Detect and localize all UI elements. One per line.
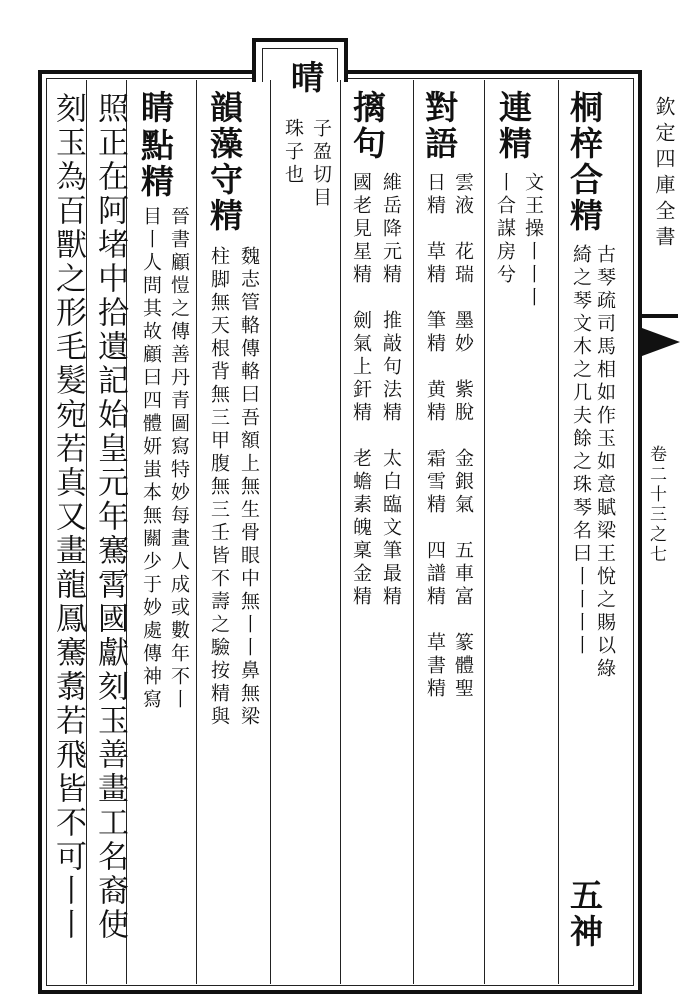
phrase-list: 日精 草精 筆精 黄精 霜雪精 四譜精 草書精 bbox=[424, 172, 446, 701]
column-rule bbox=[270, 80, 271, 984]
entry-note: 柱脚無天根背無三甲腹無三壬皆不壽之驗按精與 bbox=[208, 246, 230, 729]
section-heading: 對語 bbox=[420, 90, 459, 162]
column-rule bbox=[558, 80, 559, 984]
book-title: 欽定四庫全書 bbox=[652, 96, 676, 252]
column-rule bbox=[413, 80, 414, 984]
column-rule bbox=[484, 80, 485, 984]
entry-lead: 睛 bbox=[136, 90, 175, 126]
body-text: 照正在阿堵中拾遺記始皇元年騫霄國獻刻玉善畫工名裔使 bbox=[92, 92, 128, 942]
phrase-list: 維岳降元精 推敲句法精 太白臨文筆最精 bbox=[380, 172, 402, 609]
entry-heading: 連精 bbox=[494, 90, 533, 162]
entry-note: 目丨人問其故顧曰四體妍蚩本無關少于妙處傳神寫 bbox=[140, 206, 162, 712]
entry-note: 古琴疏司馬相如作玉如意賦梁王悅之賜以綠 bbox=[594, 244, 616, 681]
phrase-list: 雲液 花瑞 墨妙 紫脫 金銀氣 五車富 篆體聖 bbox=[452, 172, 474, 701]
pronunciation-note: 珠子也 bbox=[282, 118, 304, 187]
entry-heading: 韻藻守精 bbox=[205, 90, 244, 234]
entry-note: 魏志管輅傳輅曰吾額上無生骨眼中無丨丨鼻無梁 bbox=[238, 246, 260, 729]
entry-note: 綺之琴文木之几夫餘之珠琴名曰丨丨丨丨 bbox=[570, 244, 592, 658]
entry-heading: 桐梓合精 bbox=[565, 90, 604, 234]
volume-number: 卷二十三之七 bbox=[646, 445, 666, 565]
body-text: 刻玉為百獸之形毛髮宛若真又畫龍鳳騫翥若飛皆不可丨丨 bbox=[50, 92, 86, 942]
entry-tail: 五神 bbox=[565, 878, 604, 950]
entry-note: 晉書顧愷之傳善丹青圖寫特妙每畫人成或數年不丨 bbox=[168, 206, 190, 712]
phrase-list: 國老見星精 劍氣上釬精 老蟾素魄稟金精 bbox=[350, 172, 372, 609]
column-rule bbox=[86, 80, 87, 984]
pronunciation-note: 子盈切目 bbox=[310, 118, 332, 210]
entry-note: 文王操丨丨丨 bbox=[522, 172, 544, 310]
entry-note: 丨合謀房兮 bbox=[494, 172, 516, 287]
column-rule bbox=[196, 80, 197, 984]
rhyme-character: 晴 bbox=[286, 60, 325, 96]
fish-tail-mark bbox=[642, 328, 680, 356]
fish-tail-bar bbox=[642, 314, 678, 318]
entry-heading: 點精 bbox=[136, 128, 175, 200]
column-rule bbox=[340, 80, 341, 984]
section-heading: 摛句 bbox=[348, 90, 387, 162]
